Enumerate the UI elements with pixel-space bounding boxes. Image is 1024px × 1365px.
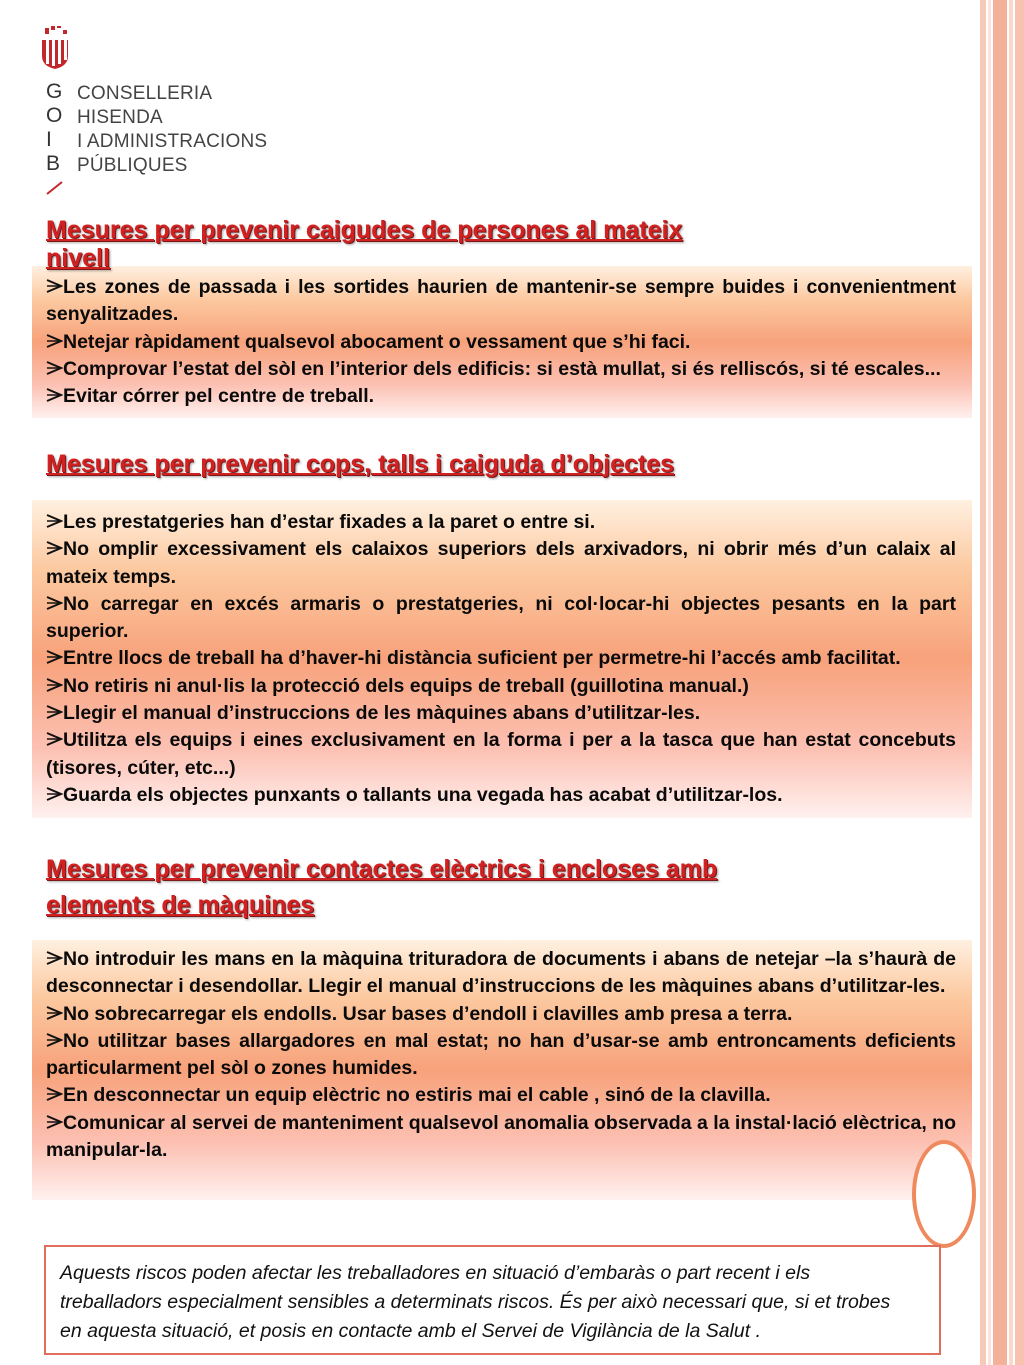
list-item <box>46 329 956 356</box>
list-item-text: Comprovar l’estat del sòl en l’interior dels edificis: si està mullat, si és relliscós, si té escales... <box>63 357 941 380</box>
logo-line: HISENDA <box>77 107 163 128</box>
arrow-bullet-icon <box>46 650 63 664</box>
section-heading <box>46 446 674 482</box>
decorative-stripe <box>993 0 1007 1365</box>
list-item-text: No carregar en excés armaris o prestatgeries, ni col·locar-hi objectes pesants en la part superior. <box>46 592 956 643</box>
arrow-bullet-icon <box>46 1006 63 1020</box>
note-text: Aquests riscos poden afectar les treballadores en situació d’embaràs o part recent i els treballadors especialment sensibles a determinats riscos. És per això necessari que, si et trobes en aquesta situació, et posis en contacte amb el Servei de Vigilància de la Salut . <box>60 1262 891 1342</box>
arrow-bullet-icon <box>46 596 63 610</box>
list-item <box>46 1028 956 1083</box>
logo-letter: G <box>46 80 63 103</box>
arrow-bullet-icon <box>46 541 63 555</box>
list-item <box>46 536 956 591</box>
list-item <box>46 1001 956 1028</box>
section-list <box>46 946 956 1164</box>
list-item <box>46 1110 956 1165</box>
list-item-text: Les zones de passada i les sortides haurien de mantenir-se sempre buides i convenientment senyalitzades. <box>46 276 956 326</box>
decorative-stripe <box>980 0 986 1365</box>
logo-line: PÚBLIQUES <box>77 155 188 176</box>
list-item <box>46 700 956 727</box>
decorative-stripe <box>1009 0 1013 1365</box>
list-item-text: Evitar córrer pel centre de treball. <box>63 385 375 408</box>
logo-letter: B <box>46 152 61 175</box>
list-item-text: No utilitzar bases allargadores en mal estat; no han d’usar-se amb entroncaments deficients particularment pel sòl o zones humides. <box>46 1029 956 1080</box>
list-item-text: Entre llocs de treball ha d’haver-hi distància suficient per permetre-hi l’accés amb facilitat. <box>63 647 901 670</box>
arrow-bullet-icon <box>46 361 63 375</box>
note-box <box>44 1245 941 1355</box>
list-item-text: Les prestatgeries han d’estar fixades a la paret o entre si. <box>63 511 596 533</box>
arrow-bullet-icon <box>46 705 63 719</box>
list-item-text: Comunicar al servei de manteniment qualsevol anomalia observada a la instal·lació elèctrica, no manipular-la. <box>46 1111 957 1162</box>
list-item <box>46 727 956 782</box>
section-heading <box>46 851 717 923</box>
list-item <box>46 645 956 672</box>
list-item-text: Netejar ràpidament qualsevol abocament o vessament que s’hi faci. <box>63 330 691 353</box>
list-item <box>46 274 956 329</box>
arrow-bullet-icon <box>46 514 63 528</box>
list-item <box>46 509 956 536</box>
goib-crest-icon <box>40 26 70 70</box>
section-heading <box>46 212 682 276</box>
list-item <box>46 1082 956 1109</box>
list-item-text: No sobrecarregar els endolls. Usar bases d’endoll i clavilles amb presa a terra. <box>63 1002 793 1025</box>
arrow-bullet-icon <box>46 732 63 746</box>
logo-slash-icon <box>46 178 64 196</box>
list-item <box>46 782 956 809</box>
section-list <box>46 509 956 809</box>
list-item-text: En desconnectar un equip elèctric no estiris mai el cable , sinó de la clavilla. <box>63 1084 771 1107</box>
logo-line: CONSELLERIA <box>77 83 213 104</box>
list-item-text: Utilitza els equips i eines exclusivament en la forma i per a la tasca que han estat concebuts (tisores, cúter, etc...) <box>46 729 956 779</box>
arrow-bullet-icon <box>46 1087 63 1101</box>
arrow-bullet-icon <box>46 388 63 402</box>
logo-letter: I <box>46 128 52 151</box>
arrow-bullet-icon <box>46 279 63 293</box>
arrow-bullet-icon <box>46 678 63 692</box>
section-list <box>46 274 956 410</box>
section-heading-line: Mesures per prevenir contactes elèctrics i encloses amb <box>46 855 718 883</box>
list-item-text: No omplir excessivament els calaixos superiors dels arxivadors, ni obrir més d’un calaix al mateix temps. <box>46 538 956 588</box>
list-item <box>46 383 956 410</box>
logo-letters <box>46 80 70 176</box>
list-item <box>46 673 956 700</box>
section-heading-line: Mesures per prevenir cops, talls i caiguda d’objectes <box>46 450 675 478</box>
list-item-text: Llegir el manual d’instruccions de les màquines abans d’utilitzar-les. <box>63 702 701 725</box>
decorative-stripe <box>1015 0 1024 1365</box>
arrow-bullet-icon <box>46 334 63 348</box>
arrow-bullet-icon <box>46 787 63 801</box>
list-item <box>46 946 956 1001</box>
list-item-text: Guarda els objectes punxants o tallants una vegada has acabat d’utilitzar-los. <box>63 783 783 806</box>
arrow-bullet-icon <box>46 951 63 965</box>
arrow-bullet-icon <box>46 1033 63 1047</box>
list-item <box>46 356 956 383</box>
section-heading-line: nivell <box>46 244 110 272</box>
list-item-text: No introduir les mans en la màquina trituradora de documents i abans de netejar –la s’haurà de desconnectar i desendollar. Llegir el manual d’instruccions de les màquines abans d’utilitzar-les. <box>46 948 956 998</box>
list-item <box>46 591 956 646</box>
logo-letter: O <box>46 104 63 127</box>
list-item-text: No retiris ni anul·lis la protecció dels equips de treball (guillotina manual.) <box>63 674 749 697</box>
arrow-bullet-icon <box>46 1115 63 1129</box>
logo-text <box>77 82 267 178</box>
logo-line: I ADMINISTRACIONS <box>77 131 268 152</box>
section-heading-line: Mesures per prevenir caigudes de persones al mateix <box>46 216 683 244</box>
decorative-stripe <box>988 0 991 1365</box>
section-heading-line: elements de màquines <box>46 891 315 919</box>
